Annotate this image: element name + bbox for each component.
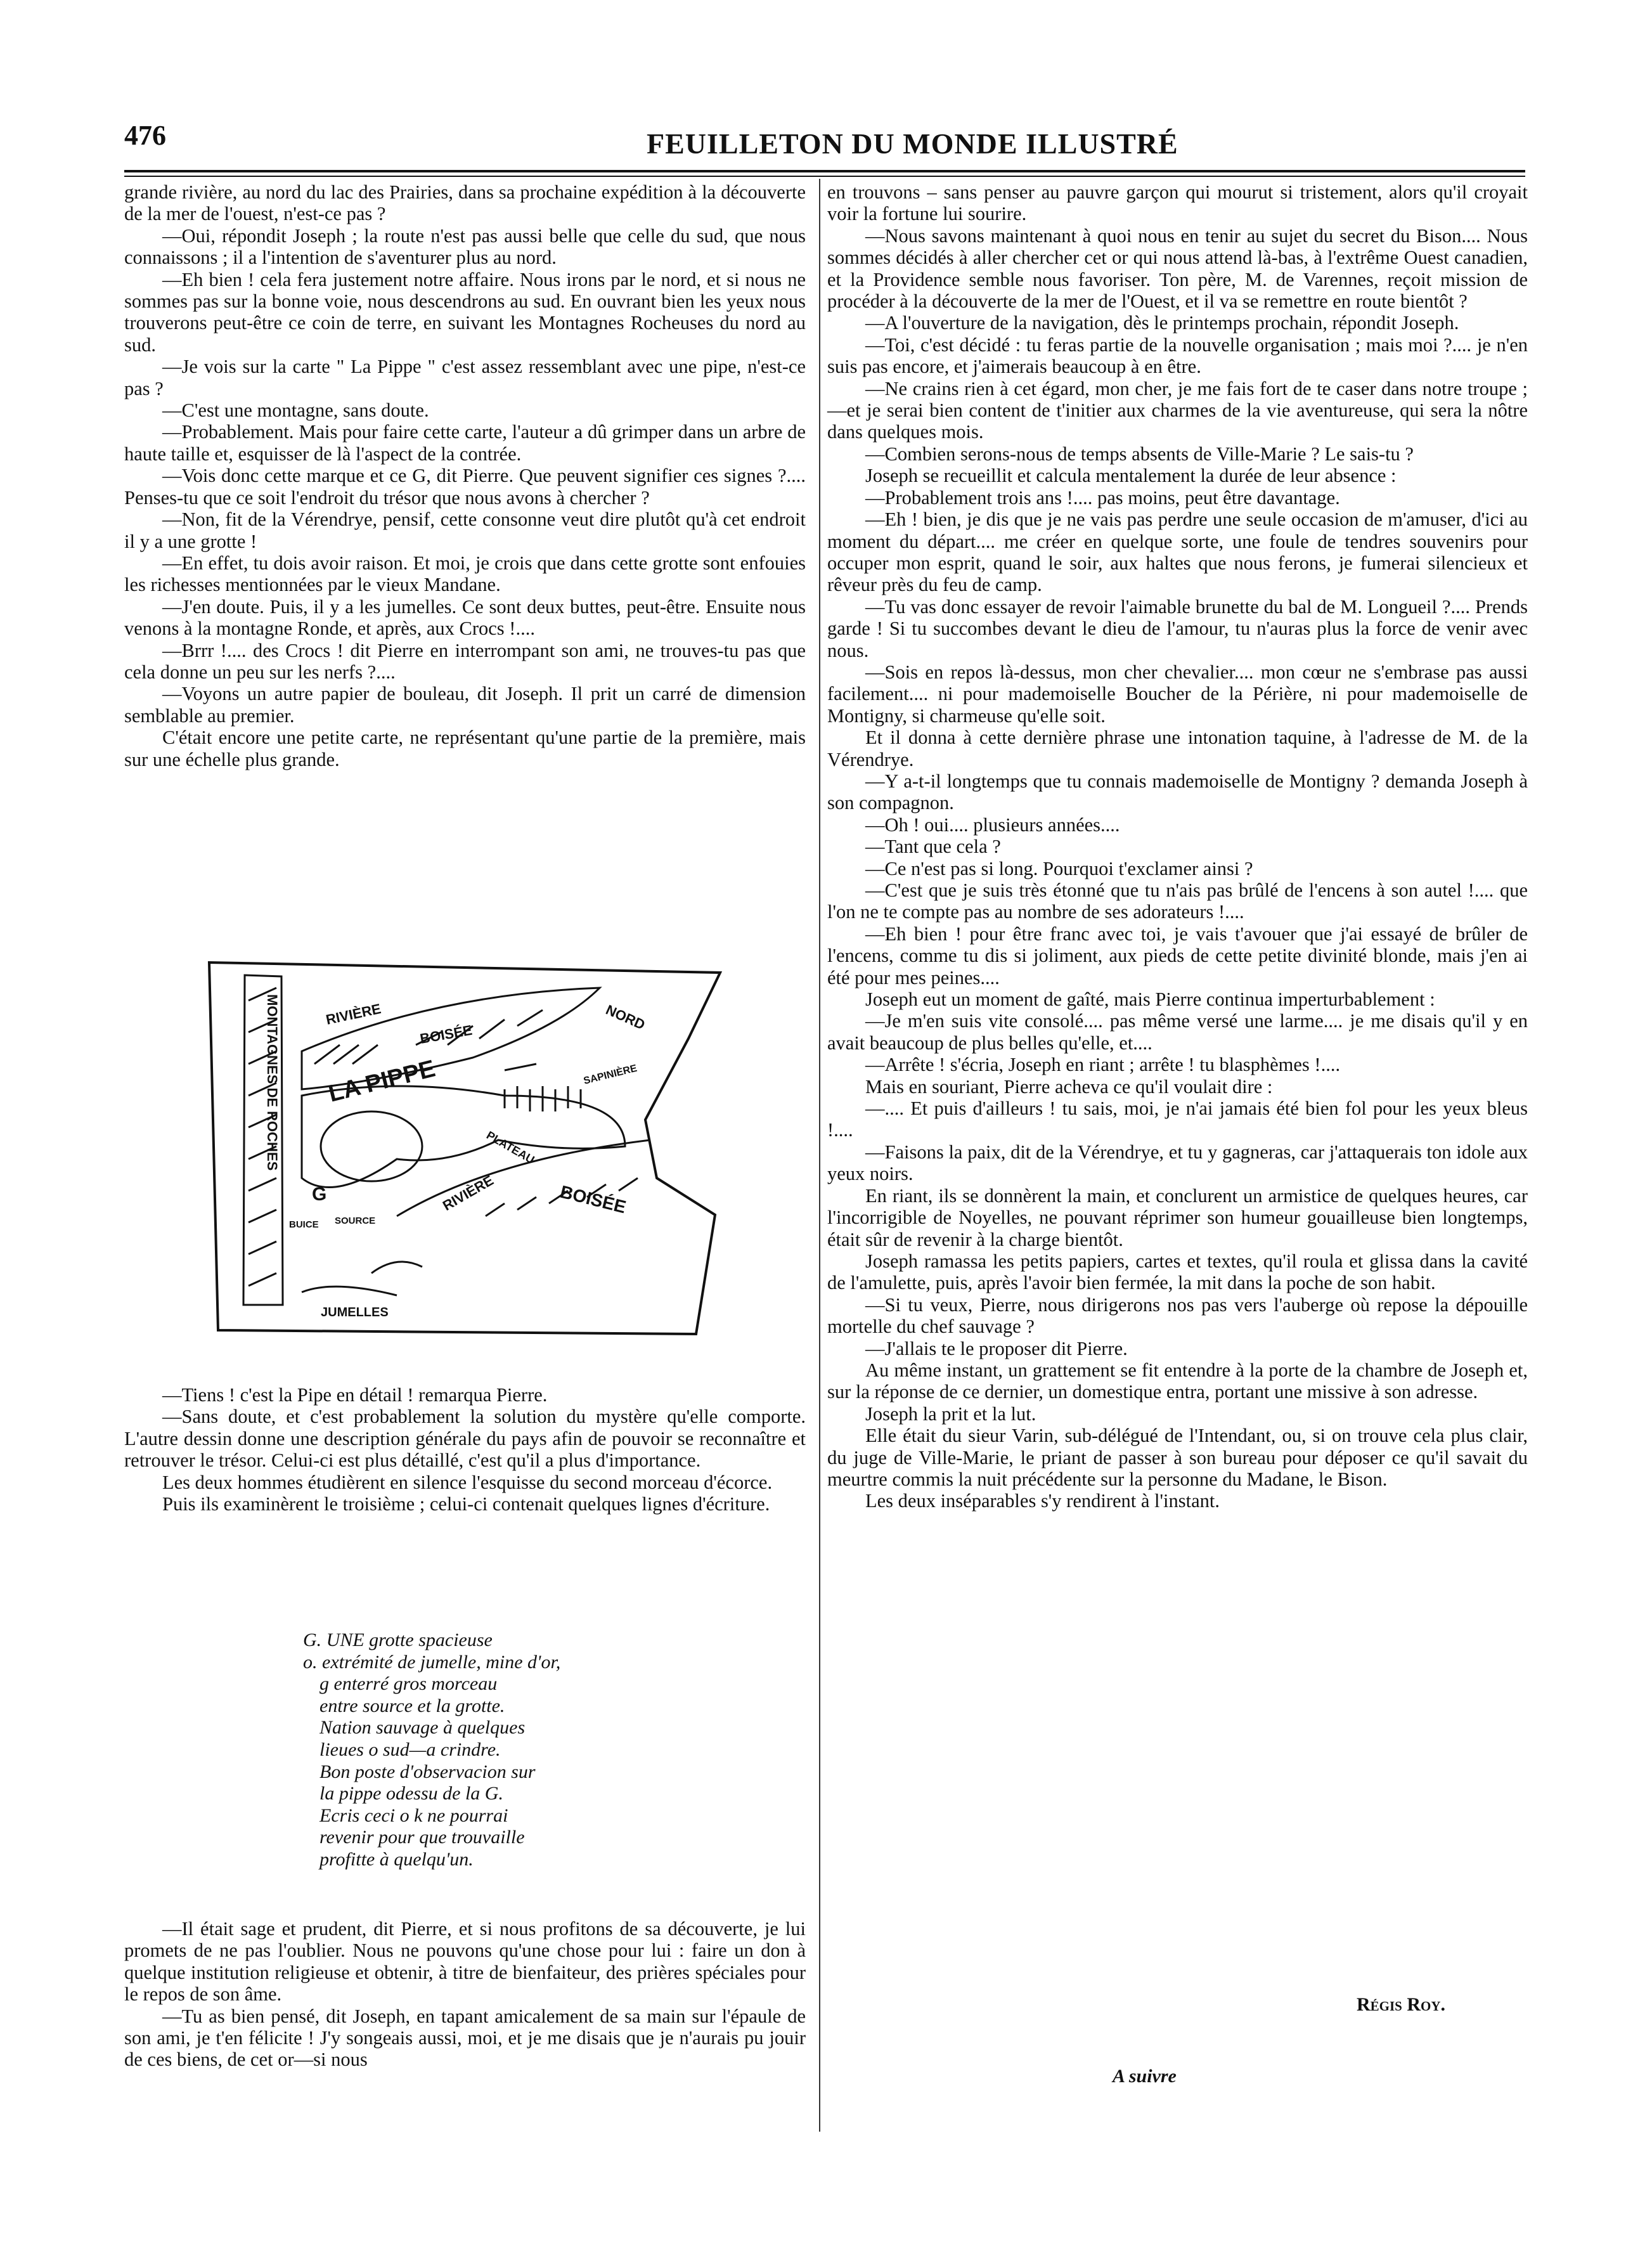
paragraph: —Tu vas donc essayer de revoir l'aimable brunette du bal de M. Longueil ?.... Prends garde ! Si tu succombes devant le dieu de l'amour, tu n'auras plus la force de venir avec nous. (827, 595, 1528, 661)
paragraph: Les deux hommes étudièrent en silence l'esquisse du second morceau d'écorce. (162, 1471, 773, 1493)
paragraph: Joseph se recueillit et calcula mentalement la durée de leur absence : (865, 465, 1397, 487)
paragraph: —Arrête ! s'écria, Joseph en riant ; arrête ! tu blasphèmes !.... (865, 1054, 1341, 1076)
inscription-line: revenir pour que trouvaille (319, 1827, 525, 1848)
paragraph: grande rivière, au nord du lac des Prairies, dans sa prochaine expédition à la découverte de la mer de l'ouest, n'est-ce pas ? (124, 181, 806, 225)
page-number: 476 (124, 120, 166, 151)
inscription-line: G. UNE grotte spacieuse (303, 1629, 493, 1650)
paragraph: Au même instant, un grattement se fit entendre à la porte de la chambre de Joseph et, sur la réponse de ce dernier, un domestique entra, portant une missive à son adresse. (827, 1359, 1528, 1403)
paragraph: —C'est que je suis très étonné que tu n'ais pas brûlé de l'encens à son autel !.... que l'on ne te compte pas au nombre de ses adorateurs !.... (827, 879, 1528, 923)
map-label-plateau: PLATEAU (484, 1129, 537, 1167)
inscription-line: lieues o sud—a crindre. (319, 1739, 501, 1760)
paragraph: —Je m'en suis vite consolé.... pas même versé une larme.... je me disais qu'il y en avait beaucoup de plus belles qu'elle, et.... (827, 1010, 1528, 1054)
paragraph: Les deux inséparables s'y rendirent à l'instant. (865, 1490, 1220, 1512)
map-label-source: SOURCE (335, 1215, 376, 1226)
map-label-boisee-top: BOISÉE (418, 1021, 474, 1047)
map-label-la-pippe: LA PIPPE (326, 1055, 438, 1108)
paragraph: —Sans doute, et c'est probablement la solution du mystère qu'elle comporte. L'autre dessin donne une description générale du pays afin de pouvoir se reconnaître et retrouver le trésor. Celui-ci est plus détaillé, c'est qu'il a plus d'importance. (124, 1406, 806, 1472)
paragraph: —Eh bien ! pour être franc avec toi, je vais t'avouer que j'ai essayé de brûler de l'encens, comme tu dis si joliment, aux pieds de cette petite divinité blonde, mais j'en ai été pour mes peines.... (827, 923, 1528, 988)
paragraph: —Sois en repos là-dessus, mon cher chevalier.... mon cœur ne s'embrase pas aussi facilement.... ni pour mademoiselle Boucher de la Périère, ni pour mademoiselle de Montigny, si charmeuse qu'elle soit. (827, 661, 1528, 727)
paragraph: Elle était du sieur Varin, sub-délégué de l'Intendant, ou, si on trouve cela plus clair, du juge de Ville-Marie, le priant de passer à son bureau pour déposer ce qu'il savait du meurtre commis la nuit précédente sur la personne du Madane, le Bison. (827, 1425, 1528, 1490)
paragraph: —Je vois sur la carte " La Pippe " c'est assez ressemblant avec une pipe, n'est-ce pas ? (124, 356, 806, 399)
map-label-boisee-lower: BOISÉE (558, 1181, 628, 1217)
map-illustration (207, 950, 726, 1343)
paragraph: Joseph eut un moment de gaîté, mais Pierre continua imperturbablement : (865, 988, 1435, 1011)
paragraph: Joseph la prit et la lut. (865, 1403, 1036, 1425)
paragraph: —.... Et puis d'ailleurs ! tu sais, moi, je n'ai jamais été bien fol pour les yeux bleus !.... (827, 1098, 1528, 1141)
paragraph: —C'est une montagne, sans doute. (162, 399, 429, 422)
map-label-g-mark: G (312, 1184, 327, 1205)
paragraph: Et il donna à cette dernière phrase une intonation taquine, à l'adresse de M. de la Vérendrye. (827, 727, 1528, 770)
paragraph: —En effet, tu dois avoir raison. Et moi, je crois que dans cette grotte sont enfouies les richesses mentionnées par le vieux Mandane. (124, 552, 806, 596)
map-label-river-top: RIVIÈRE (324, 1001, 383, 1028)
paragraph: —Combien serons-nous de temps absents de Ville-Marie ? Le sais-tu ? (865, 443, 1414, 465)
inscription-line: la pippe odessu de la G. (319, 1783, 503, 1804)
paragraph: En riant, ils se donnèrent la main, et conclurent un armistice de quelques heures, car l'incorrigible de Noyelles, ne pouvant réprimer son humeur gouailleuse bien longtemps, était sûr de revenir à la charge bientôt. (827, 1184, 1528, 1250)
paragraph: —Oh ! oui.... plusieurs années.... (865, 813, 1120, 836)
paragraph: —Si tu veux, Pierre, nous dirigerons nos pas vers l'auberge où repose la dépouille mortelle du chef sauvage ? (827, 1293, 1528, 1338)
column-divider (819, 179, 820, 2132)
paragraph: —Tant que cela ? (865, 836, 1001, 858)
inscription-line: Ecris ceci o k ne pourrai (319, 1804, 508, 1826)
map-label-rough-mountains: MONTAGNES DE ROCHES (264, 994, 280, 1171)
inscription-line: entre source et la grotte. (319, 1695, 505, 1716)
paragraph: —Non, fit de la Vérendrye, pensif, cette consonne veut dire plutôt qu'à cet endroit il y a une grotte ! (124, 509, 806, 552)
running-title: FEUILLETON DU MONDE ILLUSTRÉ (647, 127, 1178, 160)
paragraph: Joseph ramassa les petits papiers, cartes et textes, qu'il roula et glissa dans la cavité de l'amulette, puis, après l'avoir bien fermée, la mit dans la poche de son habit. (827, 1250, 1528, 1294)
paragraph: —Y a-t-il longtemps que tu connais mademoiselle de Montigny ? demanda Joseph à son compagnon. (827, 770, 1528, 814)
paragraph: —Toi, c'est décidé : tu feras partie de la nouvelle organisation ; mais moi ?.... je n'en suis pas encore, et j'aimerais beaucoup à en être. (827, 334, 1528, 378)
inscription-line: o. extrémité de jumelle, mine d'or, (303, 1651, 561, 1673)
paragraph: —Probablement trois ans !.... pas moins, peut être davantage. (865, 486, 1340, 509)
map-label-jumelles: JUMELLES (321, 1305, 389, 1319)
paragraph: —Ce n'est pas si long. Pourquoi t'exclamer ainsi ? (865, 857, 1253, 879)
header-rule-thick (124, 170, 1525, 172)
paragraph: —Eh ! bien, je dis que je ne vais pas perdre une seule occasion de m'amuser, d'ici au moment du départ.... me créer en quelque sorte, une foule de tendres souvenirs pour occuper mon esprit, quand le soir, aux haltes que nous ferons, je fumerai silencieux et rêveur près du feu de camp. (827, 509, 1528, 596)
paragraph: —Brrr !.... des Crocs ! dit Pierre en interrompant son ami, ne trouves-tu pas que cela donne un peu sur les nerfs ?.... (124, 639, 806, 683)
paragraph: —Oui, répondit Joseph ; la route n'est pas aussi belle que celle du sud, que nous connaissons ; il a l'intention de s'aventurer plus au nord. (124, 224, 806, 269)
inscription-line: Bon poste d'observacion sur (319, 1761, 536, 1782)
paragraph: —Tiens ! c'est la Pipe en détail ! remarqua Pierre. (162, 1384, 548, 1406)
paragraph: C'était encore une petite carte, ne représentant qu'une partie de la première, mais sur une échelle plus grande. (124, 727, 806, 770)
map-label-north: NORD (603, 1001, 648, 1033)
column-1-top (124, 181, 806, 770)
map-label-river-lower: RIVIÈRE (440, 1172, 496, 1214)
map-label-sapiniere: SAPINIÈRE (582, 1063, 638, 1087)
author-signature: Régis Roy. (1357, 1994, 1446, 2015)
paragraph: —J'allais te le proposer dit Pierre. (865, 1337, 1128, 1359)
paragraph: —J'en doute. Puis, il y a les jumelles. Ce sont deux buttes, peut-être. Ensuite nous venons à la montagne Ronde, et après, aux Crocs !.... (124, 595, 806, 640)
inscription-line: Nation sauvage à quelques (319, 1717, 526, 1739)
map-label-buice: BUICE (289, 1219, 319, 1230)
inscription-line: g enterré gros morceau (319, 1673, 498, 1695)
header-rule-thin (124, 176, 1525, 177)
to-be-continued: A suivre (1113, 2066, 1177, 2087)
column-1-middle (124, 1384, 806, 1515)
paragraph: en trouvons – sans penser au pauvre garçon qui mourut si tristement, alors qu'il croyait voir la fortune lui sourire. (827, 181, 1528, 225)
paragraph: Puis ils examinèrent le troisième ; celui-ci contenait quelques lignes d'écriture. (162, 1493, 770, 1515)
paragraph: —Eh bien ! cela fera justement notre affaire. Nous irons par le nord, et si nous ne sommes pas sur la bonne voie, nous descendrons au sud. En ouvrant bien les yeux nous trouverons peut-être ce coin de terre, en suivant les Montagnes Rocheuses du nord au sud. (124, 268, 806, 356)
paragraph: —Probablement. Mais pour faire cette carte, l'auteur a dû grimper dans un arbre de haute taille et, esquisser de là l'aspect de la contrée. (124, 421, 806, 465)
paragraph: —Ne crains rien à cet égard, mon cher, je me fais fort de te caser dans notre troupe ;—et je serai bien content de t'initier aux charmes de la vie aventureuse, qui sera la nôtre dans quelques mois. (827, 377, 1528, 443)
paragraph: —A l'ouverture de la navigation, dès le printemps prochain, répondit Joseph. (865, 312, 1459, 334)
paragraph: —Voyons un autre papier de bouleau, dit Joseph. Il prit un carré de dimension semblable au premier. (124, 683, 806, 727)
paragraph: —Nous savons maintenant à quoi nous en tenir au sujet du secret du Bison.... Nous sommes décidés à aller chercher cet or qui nous attend là-bas, à l'extrême Ouest canadien, et la Providence semble nous favoriser. Ton père, M. de Varennes, reçoit mission de procéder à la découverte de la mer de l'Ouest, et il va se remettre en route bientôt ? (827, 224, 1528, 313)
column-2 (827, 181, 1528, 1512)
paragraph: Mais en souriant, Pierre acheva ce qu'il voulait dire : (865, 1075, 1273, 1098)
paragraph: —Faisons la paix, dit de la Vérendrye, et tu y gagneras, car j'attaquerais ton idole aux yeux noirs. (827, 1141, 1528, 1185)
inscription-line: profitte à quelqu'un. (319, 1848, 474, 1870)
paragraph: —Vois donc cette marque et ce G, dit Pierre. Que peuvent signifier ces signes ?.... Penses-tu que ce soit l'endroit du trésor que nous avons à chercher ? (124, 465, 806, 509)
paragraph: —Tu as bien pensé, dit Joseph, en tapant amicalement de sa main sur l'épaule de son ami, je t'en félicite ! J'y songeais aussi, moi, et je me disais que je n'aurais pu jouir de ces biens, de cet or—si nous (124, 2005, 806, 2071)
inscription-block (303, 1629, 658, 1871)
column-1-bottom (124, 1918, 806, 2071)
paragraph: —Il était sage et prudent, dit Pierre, et si nous profitons de sa découverte, je lui promets de ne pas l'oublier. Nous ne pouvons qu'une chose pour lui : faire un don à quelque institution religieuse et obtenir, à titre de bienfaiteur, des prières spéciales pour le repos de son âme. (124, 1918, 806, 2005)
